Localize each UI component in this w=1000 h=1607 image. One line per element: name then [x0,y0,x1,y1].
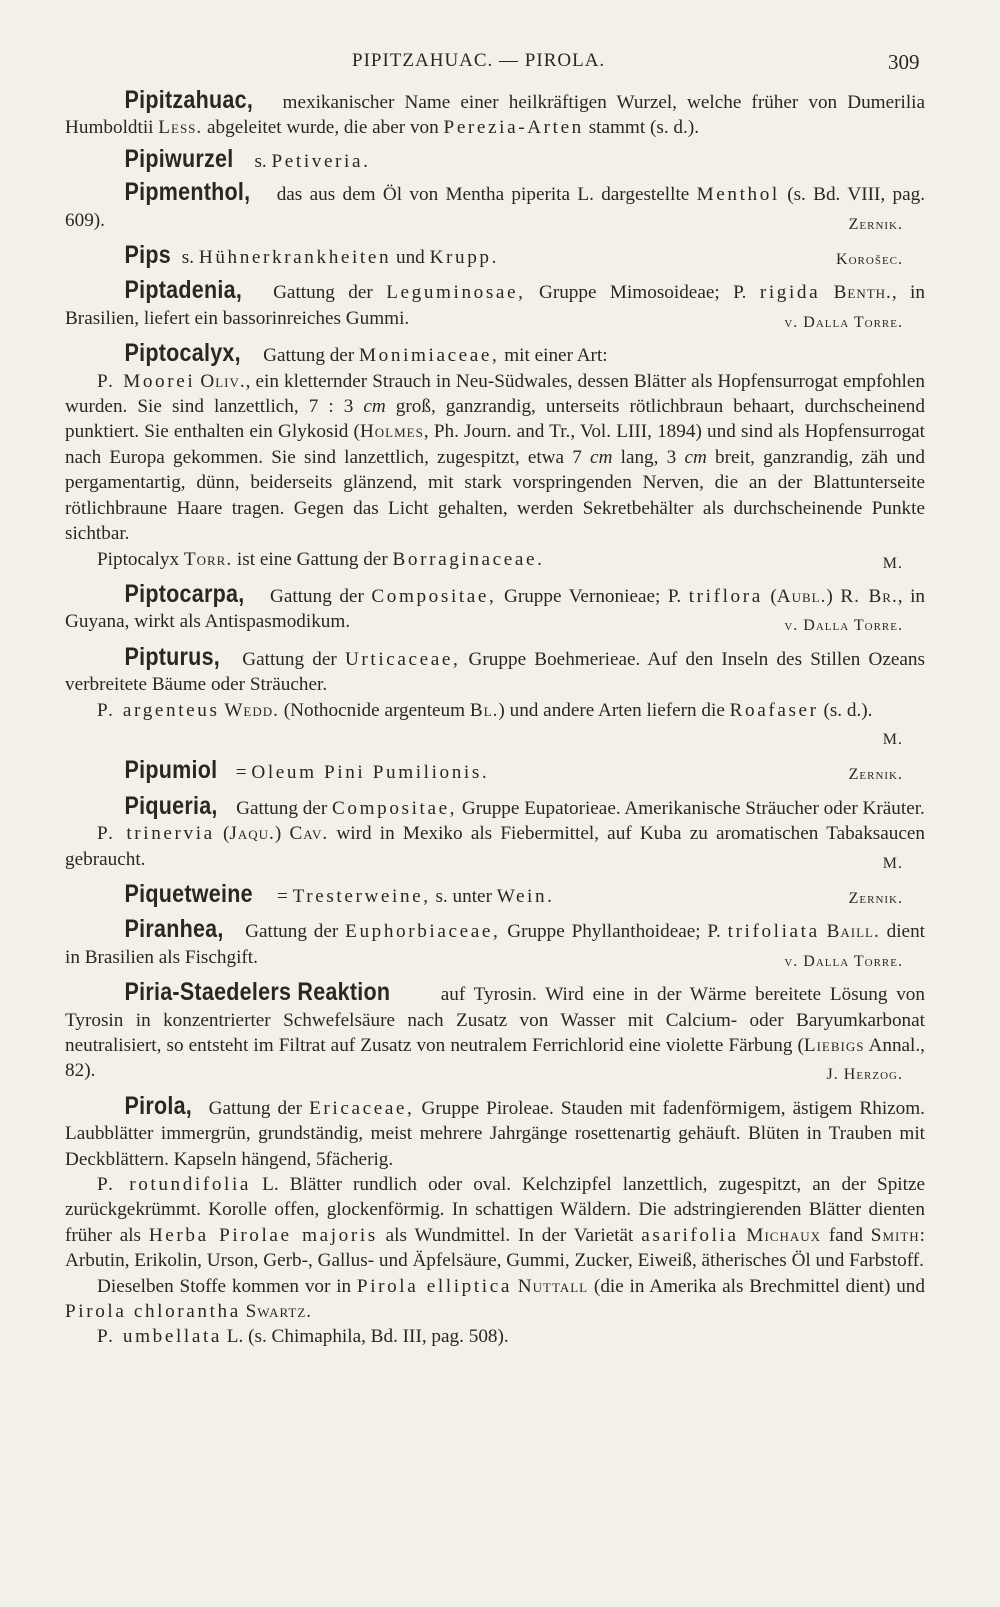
entry-text: : Arbutin, Erikolin, Urson, Gerb-, Gallus- und Äpfelsäure, Gummi, Zucker, Eiweiß, ätherisches Öl und Farbstoff. [65,1224,926,1272]
entry-text [820,921,827,942]
entry-text: (s. d.). [818,699,873,721]
entry-text: (Nothocnide argenteum [278,699,470,721]
spaced-term: Menthol [696,184,780,206]
entry-text: das aus dem Öl von Mentha piperita L. dargestellte [269,184,697,206]
spaced-term: Leguminosae, [386,282,526,304]
entry-paragraph [65,1172,925,1274]
entry-author: v. Dalla Torre. [784,952,903,970]
entry-paragraph [65,980,925,1084]
entry-paragraph [65,1274,925,1325]
entry-pipmenthol [65,180,925,237]
entry-author: Zernik. [848,766,903,784]
authority: Wedd. [224,699,279,721]
entry-text: ist eine Gattung der [232,548,393,570]
headword: Pirola, [124,1091,193,1120]
spaced-term: Oleum Pini Pumilionis. [251,762,490,784]
headword: Pipiwurzel [124,144,234,173]
cross-reference: Krupp. [429,247,499,269]
entry-author: v. Dalla Torre. [784,313,903,331]
entry-paragraph [65,879,925,909]
entry-text: s. unter [430,885,497,907]
authority: Michaux [746,1224,822,1246]
entry-text: Dieselben Stoffe kommen vor in [97,1275,357,1297]
entry-text: (s. Bd. VIII, pag. 609). [65,184,925,231]
entry-author: Zernik. [848,889,903,907]
entry-piptocalyx [65,341,925,576]
entry-text: Gattung der [234,648,345,670]
running-head [0,46,1000,78]
authority: Smith [870,1224,920,1246]
spaced-term: triflora [688,585,763,607]
spaced-term: asarifolia [641,1224,739,1246]
spaced-term: Compositae, [332,797,458,819]
authority: Jaqu. [229,823,275,845]
headword: Piptadenia, [124,276,243,305]
entry-text: = [230,762,252,784]
unit: cm [363,396,386,418]
spaced-term: P. trinervia [97,823,215,845]
entry-text: = [272,885,293,907]
entry-text: , in Guyana, wirkt als Antispasmodikum. [65,585,926,633]
entry-paragraph [65,243,925,270]
cross-reference: Tresterweine, [292,885,431,907]
entry-text: s. [249,150,272,172]
page-number: 309 [888,50,920,74]
entry-text: ( [214,823,230,845]
entry-pirola [65,1091,926,1350]
entry-author: Zernik. [848,215,903,233]
authority: Less. [158,117,203,139]
entry-text: (die in Amerika als Brechmittel dient) und [588,1275,925,1297]
entry-text: Gruppe Mimosoideae; P. [525,282,760,304]
spaced-term: Ericaceae, [309,1097,415,1119]
entry-pipitzahuac [65,88,925,141]
entry-paragraph [65,579,926,635]
entry-paragraph [65,278,925,331]
cross-reference: Roafaser [729,699,819,721]
entry-text: Gattung der [231,797,333,819]
entry-paragraph [65,821,925,872]
entry-paragraph [65,341,925,368]
entry-paragraph [65,642,925,698]
entry-piria-staedelers-reaktion [65,980,925,1088]
entry-piqueria [65,791,925,876]
entry-author: M. [882,730,903,748]
entry-text: Annal., 82). [65,1035,925,1082]
entry-text: stammt (s. d.). [583,117,700,139]
headword: Piptocalyx, [124,339,241,368]
entry-piquetweine [65,879,925,911]
entry-text: fand [821,1224,871,1246]
entry-text: breit, ganzrandig, zäh und pergamentartig, dünn, beiderseits glänzend, mit stark vorspringenden Nerven, die an der Blattunterseite rötlichbraune Haare tragen. Gegen das Licht gehalten, werden Sekretbehälter als durchscheinende Punkte sichtbar. [65,446,925,545]
spaced-term: P. argenteus [97,699,220,721]
entry-text: auf Tyrosin. Wird eine in der Wärme bereitete Lösung von Tyrosin in konzentrierter Schwefelsäure nach Zusatz von Wasser mit Calcium- oder Baryumkarbonat neutralisiert, so entsteht im Filtrat auf Zusatz von neutralem Ferrichlorid eine violette Färbung ( [65,984,925,1056]
entry-author: M. [882,554,903,572]
entry-text: ) und andere Arten liefern die [498,699,730,721]
unit: cm [684,446,707,468]
spaced-term: Pirola chlorantha [65,1301,241,1323]
headword: Pipmenthol, [124,178,251,207]
entry-text: , Ph. Journ. and Tr., Vol. LIII, 1894) und sind als Hopfensurrogat nach Europa gekommen. Sie sind lanzettlich, zugespitzt, etwa 7 [65,421,926,468]
entry-text: Gruppe Eupatorieae. Amerikanische Sträucher oder Kräuter. [457,797,925,819]
entry-paragraph [65,758,925,785]
entry-paragraph [65,88,925,141]
entry-text: s. [177,247,199,269]
spaced-term: Perezia-Arten [443,117,584,139]
entry-paragraph [65,698,925,748]
cross-reference: Petiveria. [271,150,371,172]
spaced-term: Euphorbiaceae, [345,921,501,943]
headword: Piquetweine [124,879,253,908]
headword: Pips [124,241,171,270]
entry-text: Gruppe Boehmerieae. Auf den Inseln des Stillen Ozeans verbreitete Bäume oder Sträucher. [65,648,925,696]
entry-author: J. Herzog. [826,1066,903,1084]
entry-text: ) [274,823,290,845]
authority: Swartz. [245,1301,313,1323]
entry-text: wird in Mexiko als Fiebermittel, auf Kuba zu aromatischen Tabaksaucen gebraucht. [65,823,925,870]
authority: Liebigs [803,1035,865,1056]
spaced-term: P. Moorei [97,370,196,392]
headword: Piranhea, [124,915,224,944]
authority: Oliv. [200,370,246,392]
spaced-term: trifoliata [727,921,820,943]
entry-paragraph [65,791,925,821]
entry-text: Gattung der [259,282,387,304]
spaced-term: P. umbellata [97,1326,222,1348]
entry-text: , in Brasilien, liefert ein bassorinreiches Gummi. [65,282,925,329]
headword: Pipumiol [124,756,218,785]
entry-paragraph [65,1091,925,1172]
spaced-term: Pirola elliptica [356,1275,512,1297]
entry-pipumiol [65,758,925,787]
authority: Baill. [826,921,880,943]
entry-paragraph [65,369,925,547]
authority: Cav. [289,823,329,845]
entry-text: Gruppe Vernonieae; P. [496,585,689,607]
entry-text: Gattung der [262,585,372,607]
entry-text: dient in Brasilien als Fischgift. [65,921,925,968]
entry-text: Piptocalyx [97,548,184,570]
entry-author: Korošec. [836,251,903,269]
cross-reference: Wein. [496,885,555,907]
entry-paragraph [65,180,925,233]
entry-text: L. Blätter rundlich oder oval. Kelchzipfel lanzettlich, zugespitzt, an der Spitze zurückgekrümmt. Korolle offen, glockenförmig. In schattigen Wäldern. Die adstringierenden Blätter dienten früher als [65,1174,925,1246]
authority: Bl. [469,699,499,721]
entry-paragraph [65,144,925,174]
entry-text: Gattung der [238,921,346,943]
headword: Pipitzahuac, [124,86,254,114]
authority: Torr. [183,548,233,570]
entry-text: abgeleitet wurde, die aber von [202,117,444,139]
entry-pips [65,243,925,272]
entry-text: Gruppe Piroleae. Stauden mit fadenförmigem, ästigem Rhizom. Laubblätter immergrün, grundständig, meist mehrere Jahrgänge rosettenartig gehäuft. Blüten in Trauben mit Deckblättern. Kapseln hängend, 5fächerig. [65,1097,925,1170]
entry-paragraph [65,547,925,572]
spaced-term: Borraginaceae. [392,548,545,570]
authority: Nuttall [517,1275,589,1297]
authority: R. Br. [840,585,898,607]
entry-text: und [391,247,430,269]
headword: Piria-Staedelers Reaktion [124,978,391,1007]
authority: Benth. [833,282,892,304]
page-body [65,88,925,1356]
spaced-term: Compositae, [371,585,497,607]
entry-text: L. (s. Chimaphila, Bd. III, pag. 508). [222,1326,509,1348]
spaced-term: Urticaceae, [344,648,461,670]
headword: Pipturus, [124,642,221,671]
authority: Holmes [359,421,424,443]
entry-text: Gattung der [201,1097,310,1119]
entry-text: groß, ganzrandig, unterseits rötlichbraun behaart, durchscheinend punktiert. Sie enthalten ein Glykosid ( [65,396,925,443]
page-header-title: PIPITZAHUAC. — PIROLA. [352,50,606,71]
headword: Piqueria, [124,791,218,820]
entry-paragraph [65,1324,925,1349]
entry-author: M. [882,854,903,872]
entry-text: Gruppe Phyllanthoideae; P. [500,921,728,943]
entry-text: ( [762,585,777,607]
entry-text: ) [826,585,841,607]
entry-text: als Wundmittel. In der Varietät [377,1224,642,1246]
entry-text: mexikanischer Name einer heilkräftigen Wurzel, welche früher von Dumerilia Humboldtii [65,92,925,139]
spaced-term: Herba Pirolae majoris [148,1224,378,1246]
entry-piptadenia [65,278,925,335]
entry-piranhea [65,917,925,974]
spaced-term: rigida [759,282,821,304]
spaced-term: P. rotundifolia [97,1174,252,1196]
authority: Aubl. [776,585,827,607]
spaced-term: Monimiaceae, [359,345,500,367]
cross-reference: Hühnerkrankheiten [198,247,392,269]
entry-text: Gattung der [258,345,360,367]
entry-text: lang, 3 [612,446,685,468]
entry-pipturus [65,642,925,753]
entry-piptocarpa [65,579,926,639]
entry-author: v. Dalla Torre. [784,617,903,635]
entry-text: , ein kletternder Strauch in Neu-Südwales, dessen Blätter als Hopfensurrogat empfohlen wurden. Sie sind lanzettlich, 7 : 3 [65,370,925,418]
unit: cm [590,446,613,468]
entry-text: mit einer Art: [499,345,608,367]
headword: Piptocarpa, [124,579,245,608]
entry-paragraph [65,917,925,970]
entry-pipiwurzel [65,144,925,174]
